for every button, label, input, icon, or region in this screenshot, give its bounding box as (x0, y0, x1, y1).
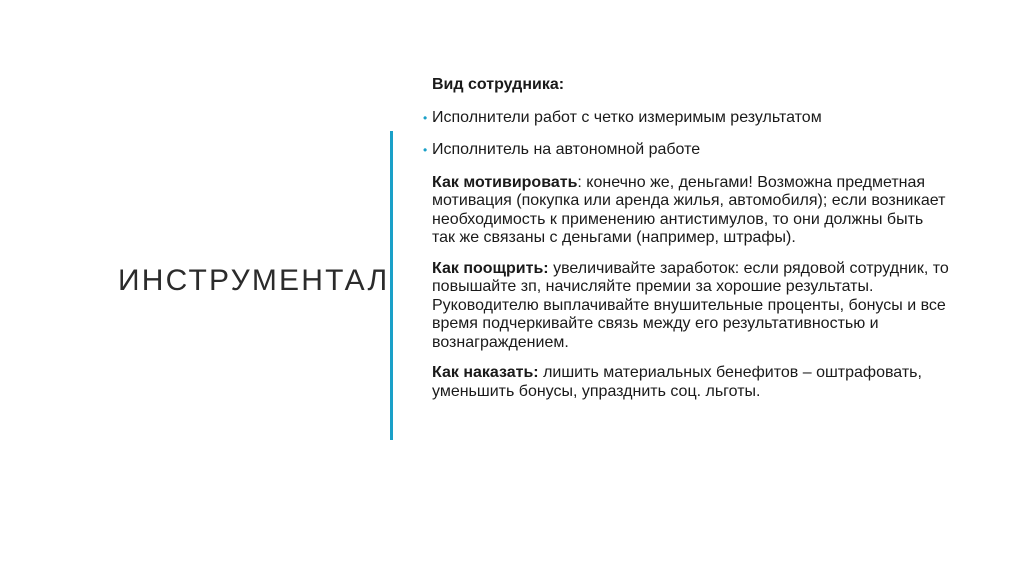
reward-label: Как поощрить: (432, 259, 549, 277)
bullet-item (420, 109, 950, 128)
reward-paragraph (432, 260, 950, 353)
bullet-text: Исполнитель на автономной работе (432, 141, 701, 158)
reward-text: увеличивайте заработок: если рядовой сотрудник, то повышайте зп, начисляйте премии за хорошие результаты. Руководителю выплачивайте внушительные проценты, бонусы и все время подчеркивайте связь между его результативностью и вознаграждением. (432, 259, 949, 351)
bullet-dot-icon: • (423, 110, 428, 125)
motivate-text: : конечно же, деньгами! Возможна предметная мотивация (покупка или аренда жилья, автомобиля); если возникает необходимость к применению антистимулов, то они должны быть так же связаны с деньгами (например, штрафы). (432, 173, 946, 246)
vertical-divider (390, 131, 393, 440)
bullet-dot-icon: • (423, 143, 428, 157)
punish-text: лишить материальных бенефитов – оштрафовать, уменьшить бонусы, упразднить соц. льготы. (432, 364, 922, 400)
punish-paragraph (432, 364, 950, 401)
motivate-paragraph (432, 174, 950, 248)
bullet-item (420, 141, 950, 160)
punish-label: Как наказать: (432, 364, 539, 381)
bullet-text: Исполнители работ с четко измеримым результатом (432, 108, 822, 126)
motivate-label: Как мотивировать (432, 173, 578, 191)
slide-title: ИНСТРУМЕНТАЛ (118, 264, 390, 297)
slide-content (420, 76, 950, 413)
employee-type-heading: Вид сотрудника: (432, 76, 565, 93)
